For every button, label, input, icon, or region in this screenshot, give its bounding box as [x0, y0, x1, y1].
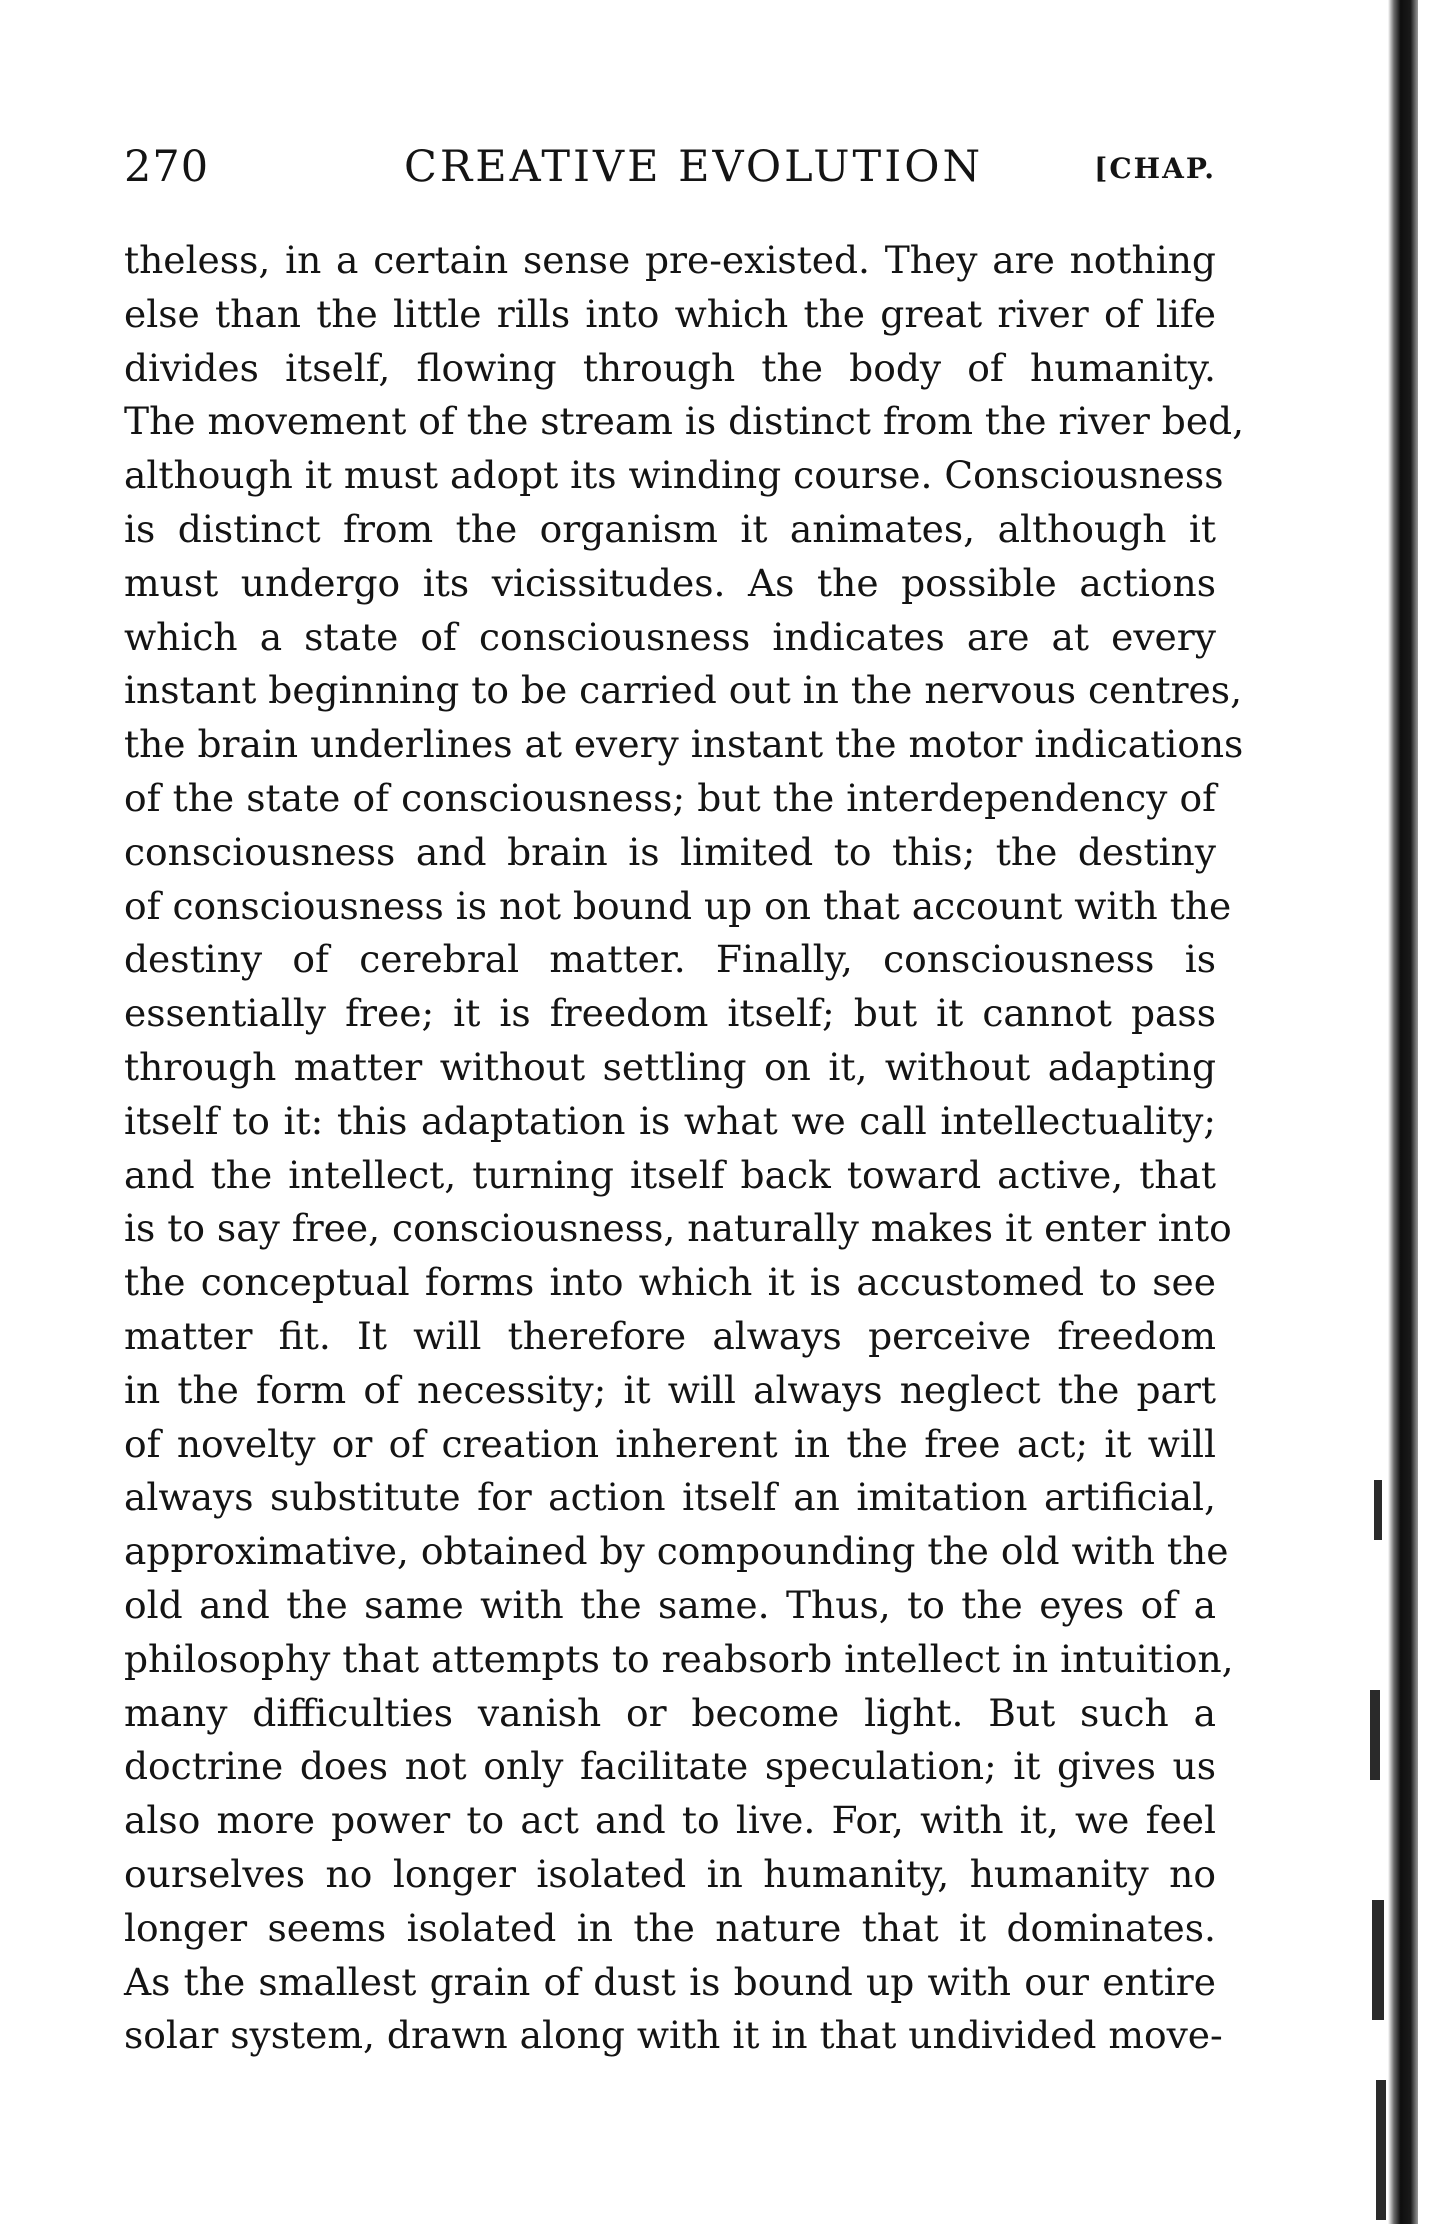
text-line: longer seems isolated in the nature that it dominates.	[124, 1905, 1216, 1950]
text-line: solar system, drawn along with it in that undivided move-	[124, 2013, 1223, 2058]
text-line: also more power to act and to live. For, with it, we feel	[124, 1798, 1216, 1843]
text-line: doctrine does not only facilitate speculation; it gives us	[124, 1744, 1216, 1789]
running-head	[124, 142, 1216, 202]
text-line: many difficulties vanish or become light. But such a	[124, 1690, 1216, 1735]
text-line: of novelty or of creation inherent in the free act; it will	[124, 1421, 1216, 1466]
text-line: The movement of the stream is distinct from the river bed,	[124, 399, 1245, 444]
scan-artifact	[1372, 1900, 1384, 2020]
text-line: essentially free; it is freedom itself; but it cannot pass	[124, 991, 1216, 1036]
text-line: of the state of consciousness; but the interdependency of	[124, 775, 1216, 820]
text-line: of consciousness is not bound up on that account with the	[124, 883, 1232, 928]
text-line: the conceptual forms into which it is accustomed to see	[124, 1260, 1216, 1305]
text-line: always substitute for action itself an imitation artificial,	[124, 1475, 1216, 1520]
text-line: is to say free, consciousness, naturally makes it enter into	[124, 1206, 1232, 1251]
book-title: CREATIVE EVOLUTION	[404, 142, 984, 192]
binding-edge	[1388, 0, 1418, 2224]
text-line: theless, in a certain sense pre-existed. They are nothing	[124, 238, 1216, 282]
text-line: old and the same with the same. Thus, to the eyes of a	[124, 1582, 1216, 1627]
text-line: matter fit. It will therefore always perceive freedom	[124, 1313, 1216, 1358]
scan-artifact	[1370, 1690, 1380, 1780]
text-line: approximative, obtained by compounding the old with the	[124, 1529, 1229, 1574]
text-line: divides itself, flowing through the body of humanity.	[124, 345, 1216, 390]
text-line: which a state of consciousness indicates are at every	[124, 614, 1216, 659]
text-line: through matter without settling on it, without adapting	[124, 1044, 1216, 1089]
page-edge-shadow	[1364, 0, 1435, 2224]
text-line: although it must adopt its winding course. Consciousness	[124, 453, 1224, 498]
chapter-marker: [CHAP.	[1094, 152, 1216, 185]
page-number: 270	[124, 142, 210, 192]
text-line: instant beginning to be carried out in the nervous centres,	[124, 668, 1243, 713]
text-line: consciousness and brain is limited to this; the destiny	[124, 829, 1216, 874]
text-line: itself to it: this adaptation is what we call intellectuality;	[124, 1098, 1216, 1143]
text-line: else than the little rills into which the great river of life	[124, 291, 1216, 336]
text-line: philosophy that attempts to reabsorb intellect in intuition,	[124, 1636, 1234, 1681]
scan-artifact	[1374, 1480, 1382, 1540]
text-line: the brain underlines at every instant the motor indications	[124, 722, 1244, 767]
text-line: must undergo its vicissitudes. As the possible actions	[124, 560, 1216, 605]
text-line: in the form of necessity; it will always neglect the part	[124, 1367, 1216, 1412]
text-line: ourselves no longer isolated in humanity, humanity no	[124, 1851, 1216, 1896]
text-line: As the smallest grain of dust is bound up with our entire	[124, 1959, 1216, 2004]
body-text	[124, 234, 1245, 2063]
text-line: is distinct from the organism it animates, although it	[124, 506, 1216, 551]
scan-artifact	[1376, 2080, 1386, 2220]
text-line: destiny of cerebral matter. Finally, consciousness is	[124, 937, 1216, 982]
text-line: and the intellect, turning itself back toward active, that	[124, 1152, 1216, 1197]
